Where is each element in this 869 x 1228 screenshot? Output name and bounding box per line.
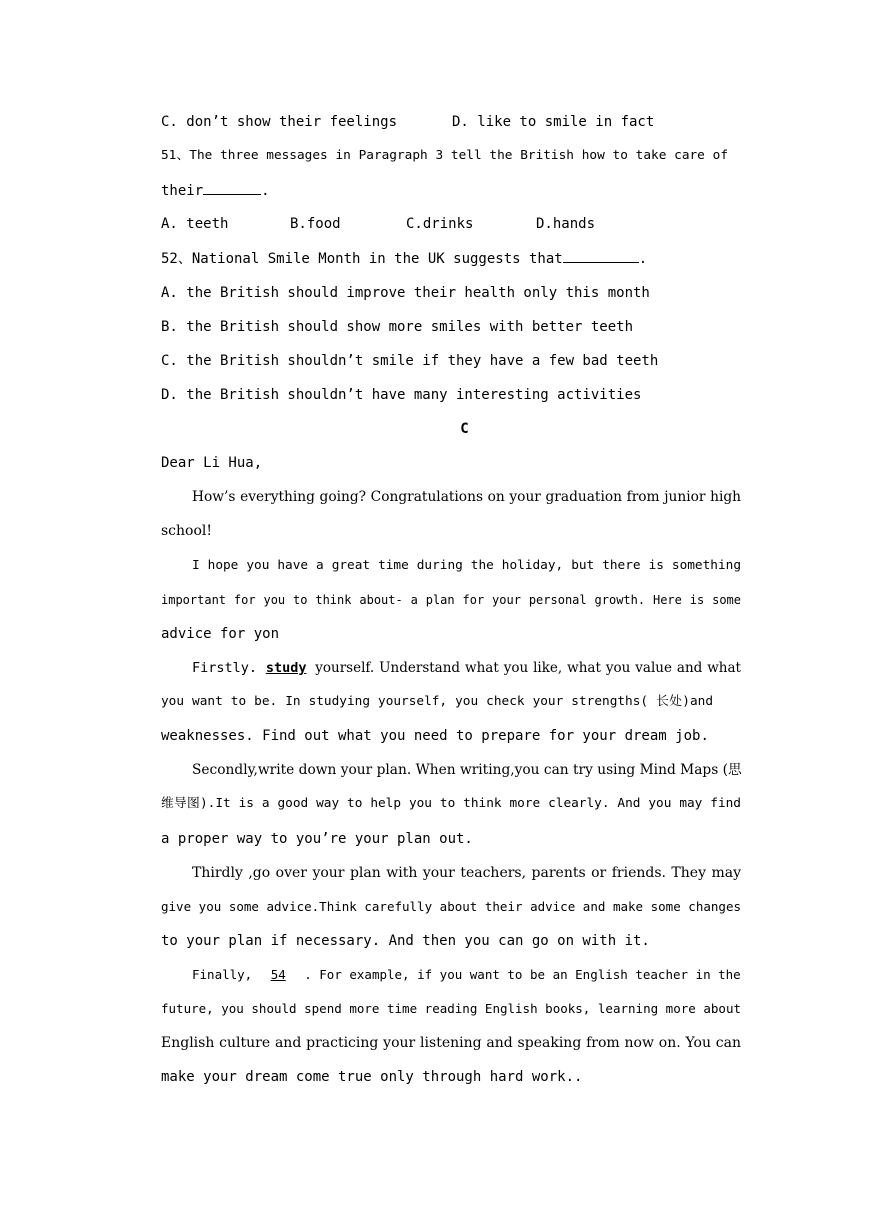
letter-p3-line1-rest: yourself. Understand what you like, what you value and what (315, 660, 741, 676)
q52-stem-end: . (638, 251, 648, 267)
blank-54: 54 (270, 967, 286, 982)
letter-p3-line1 (192, 658, 741, 678)
letter-p3-line2: you want to be. In studying yourself, you check your strengths( 长处)and (161, 694, 713, 709)
letter-p4-line1: Secondly,write down your plan. When writing,you can try using Mind Maps (思 (192, 762, 742, 778)
q51-options-row (161, 214, 741, 234)
letter-salutation: Dear Li Hua, (161, 455, 263, 471)
letter-p6-line2: future, you should spend more time reading English books, learning more about (161, 1001, 741, 1016)
letter-p3-underlined-word: study (265, 660, 307, 676)
q51-answer-blank (203, 180, 261, 195)
q51-option-d: D.hands (536, 216, 596, 232)
q51-stem-line1: 51、The three messages in Paragraph 3 tell the British how to take care of (161, 148, 728, 163)
letter-p6-line1 (192, 965, 741, 985)
letter-p2-line1: I hope you have a great time during the holiday, but there is something (192, 558, 741, 573)
section-c-heading: C (460, 421, 469, 437)
q52-stem-text: 52、National Smile Month in the UK suggests that (161, 251, 563, 267)
letter-p5-line3: to your plan if necessary. And then you can go on with it. (161, 933, 650, 949)
q50-options-row (161, 112, 741, 132)
q52-option-d: D. the British shouldn’t have many interesting activities (161, 387, 642, 403)
q51-option-b: B.food (290, 216, 341, 232)
q51-option-c: C.drinks (406, 216, 474, 232)
letter-p6-line3: English culture and practicing your listening and speaking from now on. You can (161, 1035, 741, 1051)
letter-p2-line2: important for you to think about- a plan for your personal growth. Here is some (161, 593, 741, 607)
letter-p2-line3: advice for yon (161, 626, 280, 642)
letter-p1-line1: How’s everything going? Congratulations on your graduation from junior high (192, 489, 741, 505)
q52-option-c: C. the British shouldn’t smile if they have a few bad teeth (161, 353, 659, 369)
q51-stem-end: . (261, 183, 270, 199)
q52-stem (161, 248, 741, 268)
letter-p3-line3: weaknesses. Find out what you need to prepare for your dream job. (161, 728, 709, 744)
letter-p4-line2: 维导图).It is a good way to help you to think more clearly. And you may find (161, 796, 741, 811)
letter-p5-line2: give you some advice.Think carefully about their advice and make some changes (161, 899, 741, 914)
letter-p4-line3: a proper way to you’re your plan out. (161, 831, 473, 847)
letter-p1-line2: school! (161, 523, 213, 539)
q51-option-a: A. teeth (161, 216, 229, 232)
q51-stem-line2 (161, 180, 741, 200)
letter-p5-line1: Thirdly ,go over your plan with your teachers, parents or friends. They may (192, 865, 741, 881)
letter-p3-firstly: Firstly. (192, 660, 258, 676)
q52-option-a: A. the British should improve their health only this month (161, 285, 650, 301)
q51-stem-text: their (161, 183, 204, 199)
q52-option-b: B. the British should show more smiles with better teeth (161, 319, 634, 335)
q50-option-c: C. don’t show their feelings (161, 114, 398, 130)
letter-p6-line4: make your dream come true only through hard work.. (161, 1069, 583, 1085)
q52-answer-blank (563, 248, 639, 263)
letter-p6-finally: Finally, (192, 967, 253, 982)
letter-p6-line1-rest: . For example, if you want to be an English teacher in the (304, 967, 741, 982)
q50-option-d: D. like to smile in fact (452, 114, 655, 130)
